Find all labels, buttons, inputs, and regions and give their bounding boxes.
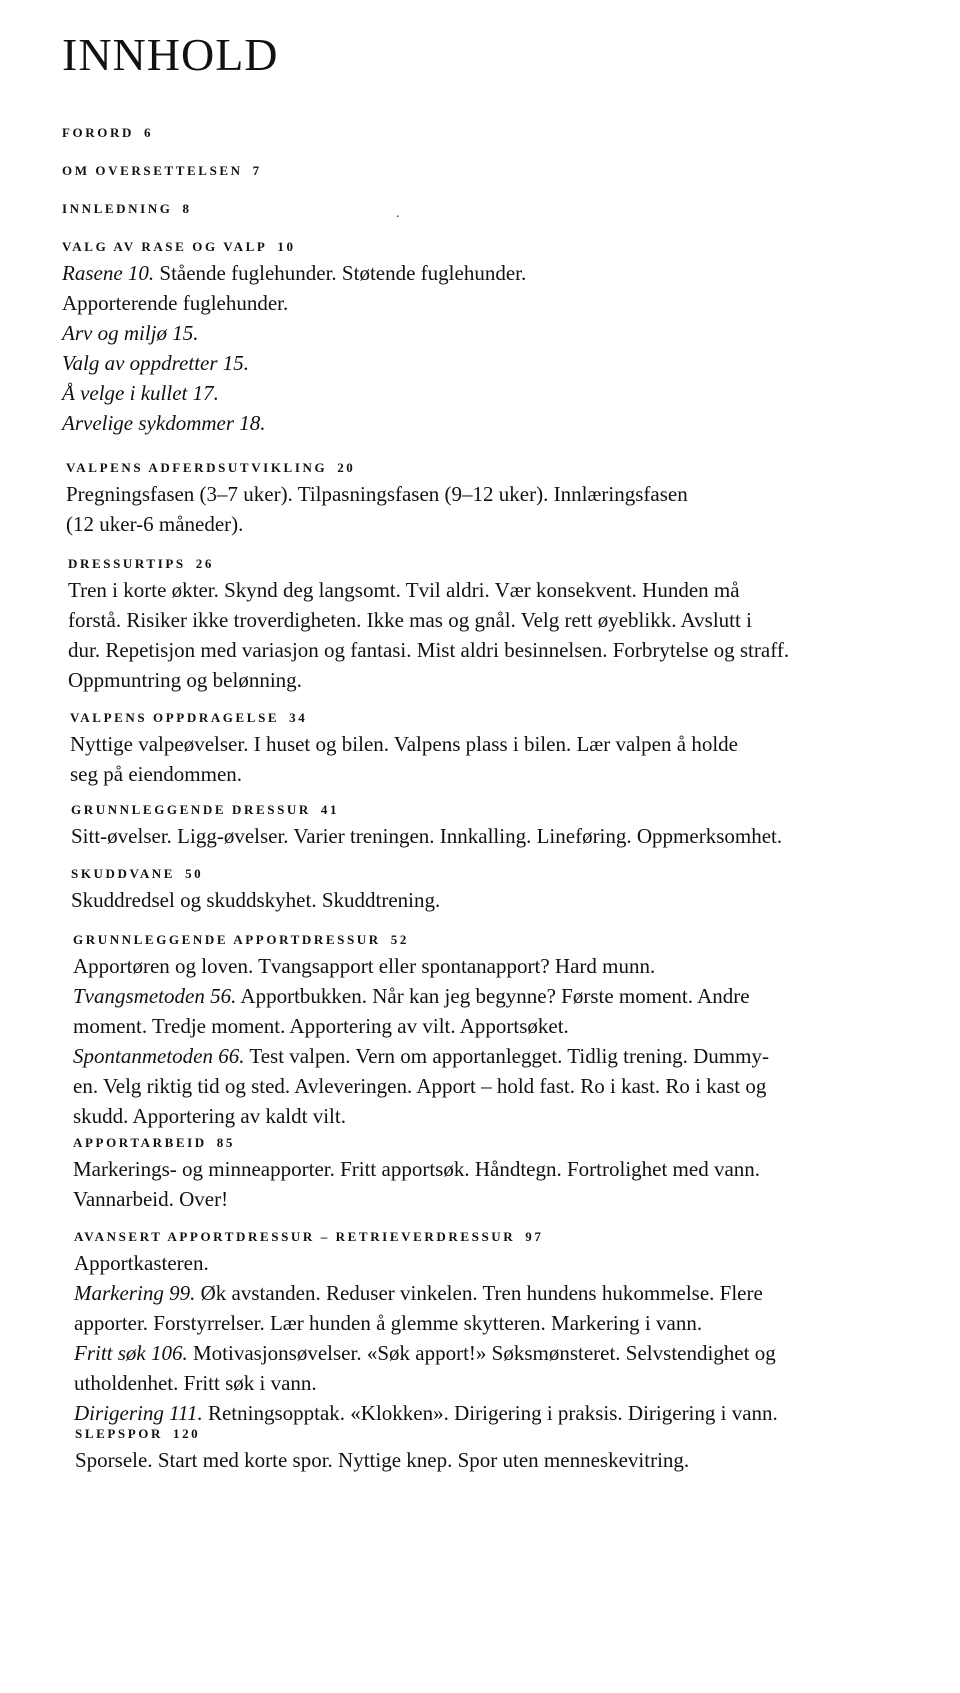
subsection-title: Markering 99. [74,1281,196,1305]
entry-line [70,759,950,789]
toc-section [73,1134,953,1214]
entry-text: dur. Repetisjon med variasjon og fantasi. Mist aldri besinnelsen. Forbrytelse og straff. [68,638,790,662]
entry-line [62,348,942,378]
toc-section [62,124,942,142]
section-title: SKUDDVANE [71,866,176,881]
toc-section [68,555,948,695]
section-entries [71,821,951,851]
entry-line [74,1398,954,1428]
entry-line [68,665,948,695]
entry-text: en. Velg riktig tid og sted. Avleveringen. Apport – hold fast. Ro i kast. Ro i kast og [73,1074,767,1098]
entry-line [74,1308,954,1338]
page-title: INNHOLD [62,29,279,80]
entry-text: (12 uker-6 måneder). [66,512,244,536]
entry-line [73,1011,953,1041]
subsection-title: Spontanmetoden 66. [73,1044,245,1068]
entry-text: Pregningsfasen (3–7 uker). Tilpasningsfasen (9–12 uker). Innlæringsfasen [66,482,688,506]
entry-line [73,951,953,981]
subsection-title: Fritt søk 106. [74,1341,188,1365]
section-entries [71,885,951,915]
entry-line [62,378,942,408]
entry-line [62,258,942,288]
section-heading [73,1134,953,1152]
section-heading [62,162,942,180]
toc-section [62,238,942,438]
entry-text: moment. Tredje moment. Apportering av vilt. Apportsøket. [73,1014,569,1038]
subsection-title: Arv og miljø 15. [62,321,199,345]
section-page-number: 34 [289,710,308,725]
entry-line [73,1184,953,1214]
section-title: VALPENS OPPDRAGELSE [70,710,280,725]
entry-line [70,729,950,759]
section-entries [73,951,953,1131]
toc-section [74,1228,954,1428]
section-title: GRUNNLEGGENDE DRESSUR [71,802,311,817]
subsection-title: Rasene 10. [62,261,155,285]
section-page-number: 10 [277,239,296,254]
entry-text: seg på eiendommen. [70,762,243,786]
toc-section [66,459,946,539]
section-entries [70,729,950,789]
section-page-number: 7 [252,163,262,178]
section-entries [75,1445,955,1475]
section-heading [75,1425,955,1443]
section-title: APPORTARBEID [73,1135,207,1150]
entry-text: Apportbukken. Når kan jeg begynne? Første moment. Andre [236,984,750,1008]
section-title: GRUNNLEGGENDE APPORTDRESSUR [73,932,381,947]
entry-line [62,408,942,438]
entry-line [74,1248,954,1278]
entry-line [73,981,953,1011]
section-heading [66,459,946,477]
toc-section [70,709,950,789]
entry-text: Stående fuglehunder. Støtende fuglehunder. [154,261,527,285]
entry-line [62,318,942,348]
entry-text: apporter. Forstyrrelser. Lær hunden å glemme skytteren. Markering i vann. [74,1311,703,1335]
section-heading [70,709,950,727]
section-title: AVANSERT APPORTDRESSUR – RETRIEVERDRESSUR [74,1229,516,1244]
section-entries [73,1154,953,1214]
section-entries [74,1248,954,1428]
section-page-number: 26 [195,556,214,571]
section-page-number: 120 [172,1426,201,1441]
subsection-title: Tvangsmetoden 56. [73,984,237,1008]
subsection-title: Å velge i kullet 17. [62,381,219,405]
entry-text: Motivasjonsøvelser. «Søk apport!» Søksmønsteret. Selvstendighet og [187,1341,776,1365]
section-heading [68,555,948,573]
section-title: VALG AV RASE OG VALP [62,239,268,254]
entry-line [66,479,946,509]
section-title: DRESSURTIPS [68,556,186,571]
section-page-number: 8 [182,201,192,216]
entry-line [74,1278,954,1308]
toc-section [73,931,953,1131]
section-heading [62,238,942,256]
section-heading [62,124,942,142]
section-page-number: 41 [320,802,340,817]
toc-section [75,1425,955,1475]
subsection-title: Dirigering 111. [74,1401,203,1425]
entry-line [74,1338,954,1368]
entry-line [73,1101,953,1131]
section-entries [62,258,942,438]
entry-line [68,575,948,605]
entry-line [71,821,951,851]
entry-text: Tren i korte økter. Skynd deg langsomt. Tvil aldri. Vær konsekvent. Hunden må [68,578,740,602]
entry-text: Apporterende fuglehunder. [62,291,289,315]
subsection-title: Arvelige sykdommer 18. [62,411,266,435]
section-title: INNLEDNING [62,201,173,216]
entry-line [66,509,946,539]
section-title: VALPENS ADFERDSUTVIKLING [66,460,328,475]
section-page-number: 97 [525,1229,544,1244]
toc-section [71,865,951,915]
section-heading [71,865,951,883]
entry-text: Øk avstanden. Reduser vinkelen. Tren hundens hukommelse. Flere [195,1281,763,1305]
entry-line [68,605,948,635]
section-title: OM OVERSETTELSEN [62,163,243,178]
entry-text: utholdenhet. Fritt søk i vann. [74,1371,317,1395]
section-page-number: 85 [216,1135,235,1150]
entry-text: Apportkasteren. [74,1251,209,1275]
section-title: FORORD [62,125,134,140]
stray-mark: . [396,206,400,221]
entry-line [73,1071,953,1101]
entry-text: Test valpen. Vern om apportanlegget. Tidlig trening. Dummy- [244,1044,769,1068]
entry-text: Oppmuntring og belønning. [68,668,302,692]
section-page-number: 52 [390,932,409,947]
entry-text: Retningsopptak. «Klokken». Dirigering i praksis. Dirigering i vann. [202,1401,778,1425]
subsection-title: Valg av oppdretter 15. [62,351,250,375]
entry-line [62,288,942,318]
entry-line [75,1445,955,1475]
section-heading [74,1228,954,1246]
entry-line [73,1154,953,1184]
entry-line [71,885,951,915]
entry-text: Vannarbeid. Over! [73,1187,229,1211]
toc-section [71,801,951,851]
entry-text: Skuddredsel og skuddskyhet. Skuddtrening. [71,888,441,912]
section-heading [73,931,953,949]
toc-section [62,200,942,218]
entry-text: Sitt-øvelser. Ligg-øvelser. Varier treningen. Innkalling. Lineføring. Oppmerksomhet. [71,824,783,848]
entry-text: Apportøren og loven. Tvangsapport eller spontanapport? Hard munn. [73,954,656,978]
section-heading [71,801,951,819]
entry-text: Nyttige valpeøvelser. I huset og bilen. Valpens plass i bilen. Lær valpen å holde [70,732,738,756]
entry-text: forstå. Risiker ikke troverdigheten. Ikke mas og gnål. Velg rett øyeblikk. Avslutt i [68,608,752,632]
section-title: SLEPSPOR [75,1426,163,1441]
entry-line [73,1041,953,1071]
entry-text: skudd. Apportering av kaldt vilt. [73,1104,346,1128]
section-page-number: 6 [143,125,154,140]
section-heading [62,200,942,218]
section-entries [66,479,946,539]
toc-section [62,162,942,180]
entry-text: Markerings- og minneapporter. Fritt apportsøk. Håndtegn. Fortrolighet med vann. [73,1157,761,1181]
entry-line [68,635,948,665]
section-page-number: 50 [185,866,204,881]
entry-text: Sporsele. Start med korte spor. Nyttige knep. Spor uten menneskevitring. [75,1448,690,1472]
entry-line [74,1368,954,1398]
section-page-number: 20 [337,460,356,475]
section-entries [68,575,948,695]
